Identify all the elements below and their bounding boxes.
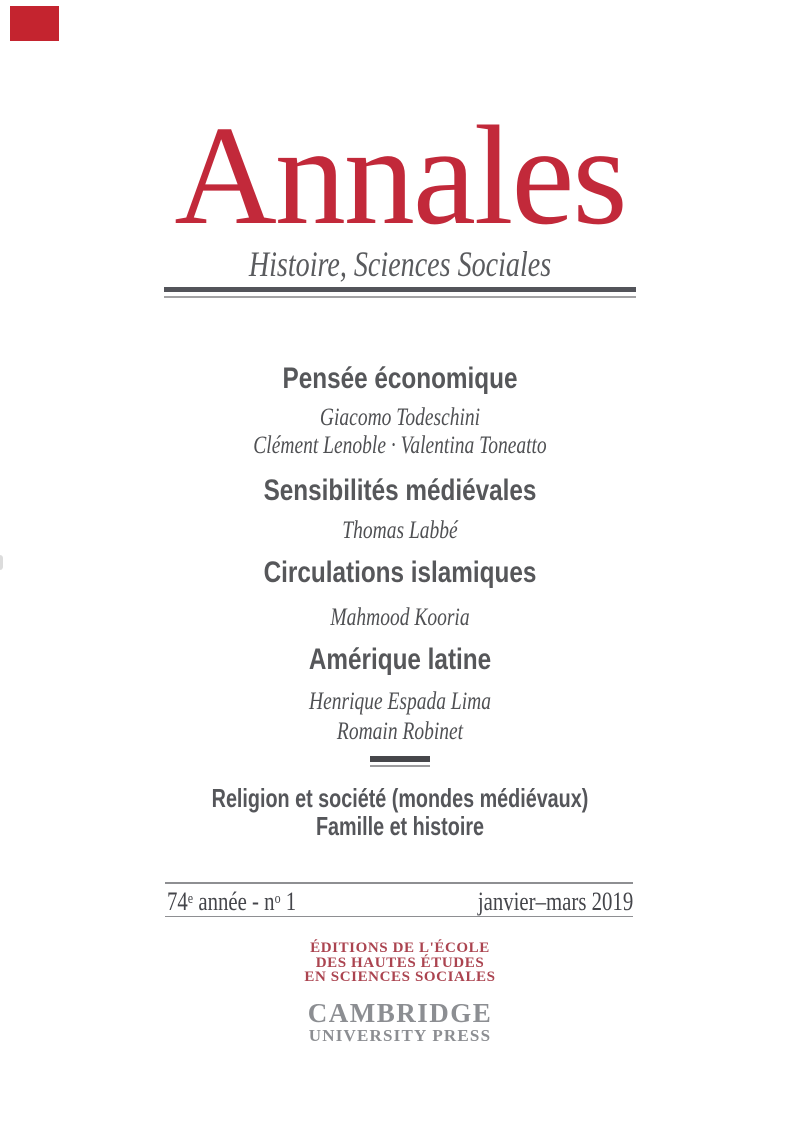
author-name: Clément Lenoble · Valentina Toneatto (253, 432, 547, 459)
corner-red-mark (10, 6, 59, 41)
ehess-line: ÉDITIONS DE L'ÉCOLE (310, 940, 490, 956)
issue-band-top-rule (165, 882, 633, 884)
author-name: Mahmood Kooria (330, 604, 470, 631)
journal-subtitle: Histoire, Sciences Sociales (248, 244, 552, 284)
issue-band-bottom-rule (165, 916, 633, 918)
section-heading-amerique-latine: Amérique latine (308, 643, 492, 676)
section-heading-circulations-islamiques: Circulations islamiques (263, 556, 537, 589)
title-divider-thick (164, 287, 636, 292)
ehess-logo (0, 941, 800, 985)
issue-number-sup: o (274, 891, 281, 907)
issue-volume-mid: année - n (193, 887, 275, 916)
title-divider-thin (164, 296, 636, 298)
mid-divider-thick (370, 756, 430, 762)
cambridge-press-line: UNIVERSITY PRESS (308, 1026, 492, 1045)
issue-volume-number: 74 (167, 887, 188, 916)
rubric-line: Famille et histoire (315, 811, 485, 841)
author-name: Giacomo Todeschini (319, 404, 481, 431)
journal-title: Annales (174, 96, 626, 254)
issue-volume-sup: e (187, 891, 194, 907)
issue-number: 1 (280, 887, 297, 916)
cambridge-wordmark: CAMBRIDGE (307, 998, 493, 1028)
section-heading-sensibilites-medievales: Sensibilités médiévales (263, 474, 537, 507)
author-name: Romain Robinet (336, 718, 464, 745)
author-name: Thomas Labbé (342, 517, 458, 544)
issue-volume (167, 889, 296, 915)
rubric-line: Religion et société (mondes médiévaux) (211, 783, 589, 813)
author-name: Henrique Espada Lima (308, 688, 491, 715)
left-edge-artifact (0, 555, 3, 570)
ehess-line: DES HAUTES ÉTUDES (315, 954, 485, 971)
ehess-line: EN SCIENCES SOCIALES (304, 969, 496, 985)
section-heading-pensee-economique: Pensée économique (282, 362, 518, 395)
issue-date: janvier–mars 2019 (477, 887, 633, 916)
mid-divider-thin (370, 765, 430, 767)
